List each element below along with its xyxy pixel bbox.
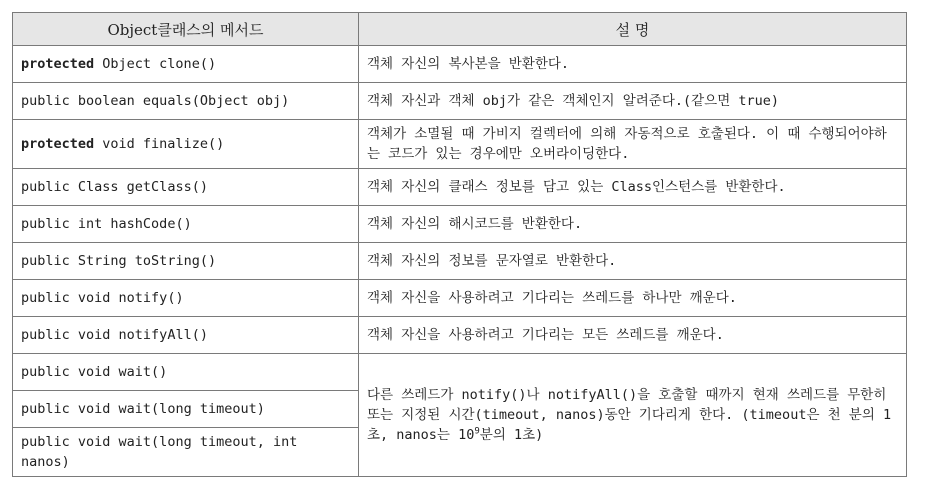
method-rest: Object clone()	[94, 56, 217, 72]
method-signature	[13, 120, 359, 169]
modifier-keyword: public	[21, 290, 70, 306]
method-rest: Class getClass()	[69, 179, 208, 195]
modifier-keyword: public	[21, 179, 70, 195]
modifier-keyword: public	[21, 93, 70, 109]
method-signature	[13, 206, 359, 243]
table-row	[13, 83, 907, 120]
modifier-keyword: public	[21, 253, 70, 269]
table-row	[13, 169, 907, 206]
table-row	[13, 280, 907, 317]
method-signature	[13, 317, 359, 354]
description-column-header: 설 명	[359, 13, 907, 46]
object-methods-table	[12, 12, 907, 477]
table-row	[13, 243, 907, 280]
method-description: 객체 자신의 복사본을 반환한다.	[359, 46, 907, 83]
method-signature	[13, 354, 359, 391]
modifier-keyword: protected	[21, 56, 95, 72]
modifier-keyword: public	[21, 401, 70, 417]
method-rest: void wait(long timeout)	[69, 401, 265, 417]
wait-methods-description	[359, 354, 907, 477]
method-rest: String toString()	[69, 253, 217, 269]
table-row	[13, 206, 907, 243]
method-signature	[13, 428, 359, 477]
method-column-header: Object클래스의 메서드	[13, 13, 359, 46]
method-description: 객체 자신을 사용하려고 기다리는 쓰레드를 하나만 깨운다.	[359, 280, 907, 317]
method-description: 객체 자신을 사용하려고 기다리는 모든 쓰레드를 깨운다.	[359, 317, 907, 354]
modifier-keyword: public	[21, 327, 70, 343]
method-signature	[13, 83, 359, 120]
modifier-keyword: public	[21, 364, 70, 380]
method-description: 객체 자신과 객체 obj가 같은 객체인지 알려준다.(같으면 true)	[359, 83, 907, 120]
method-rest: void notify()	[69, 290, 184, 306]
method-description: 객체 자신의 클래스 정보를 담고 있는 Class인스턴스를 반환한다.	[359, 169, 907, 206]
method-rest: boolean equals(Object obj)	[69, 93, 290, 109]
method-description: 객체 자신의 정보를 문자열로 반환한다.	[359, 243, 907, 280]
wait-description-text: 다른 쓰레드가 notify()나 notifyAll()을 호출할 때까지 현재 쓰레드를 무한히 또는 지정된 시간(timeout, nanos)동안 기다리게 한다. (timeout은 천 분의 1초, nanos는 10	[367, 387, 892, 443]
table-row	[13, 317, 907, 354]
method-rest: void finalize()	[94, 136, 225, 152]
table-row	[13, 354, 907, 391]
method-rest: int hashCode()	[69, 216, 192, 232]
method-description: 객체가 소멸될 때 가비지 컬렉터에 의해 자동적으로 호출된다. 이 때 수행되어야하는 코드가 있는 경우에만 오버라이딩한다.	[359, 120, 907, 169]
exponent: 9	[474, 426, 480, 437]
method-signature	[13, 243, 359, 280]
modifier-keyword: public	[21, 434, 70, 450]
table-row	[13, 120, 907, 169]
method-rest: void wait()	[69, 364, 168, 380]
method-signature	[13, 169, 359, 206]
method-rest: void wait(long timeout, int nanos)	[21, 434, 298, 470]
modifier-keyword: protected	[21, 136, 95, 152]
method-signature	[13, 391, 359, 428]
method-signature	[13, 46, 359, 83]
method-signature	[13, 280, 359, 317]
wait-description-tail: 분의 1초)	[479, 427, 544, 443]
modifier-keyword: public	[21, 216, 70, 232]
table-header-row	[13, 13, 907, 46]
method-rest: void notifyAll()	[69, 327, 208, 343]
method-description: 객체 자신의 해시코드를 반환한다.	[359, 206, 907, 243]
table-row	[13, 46, 907, 83]
